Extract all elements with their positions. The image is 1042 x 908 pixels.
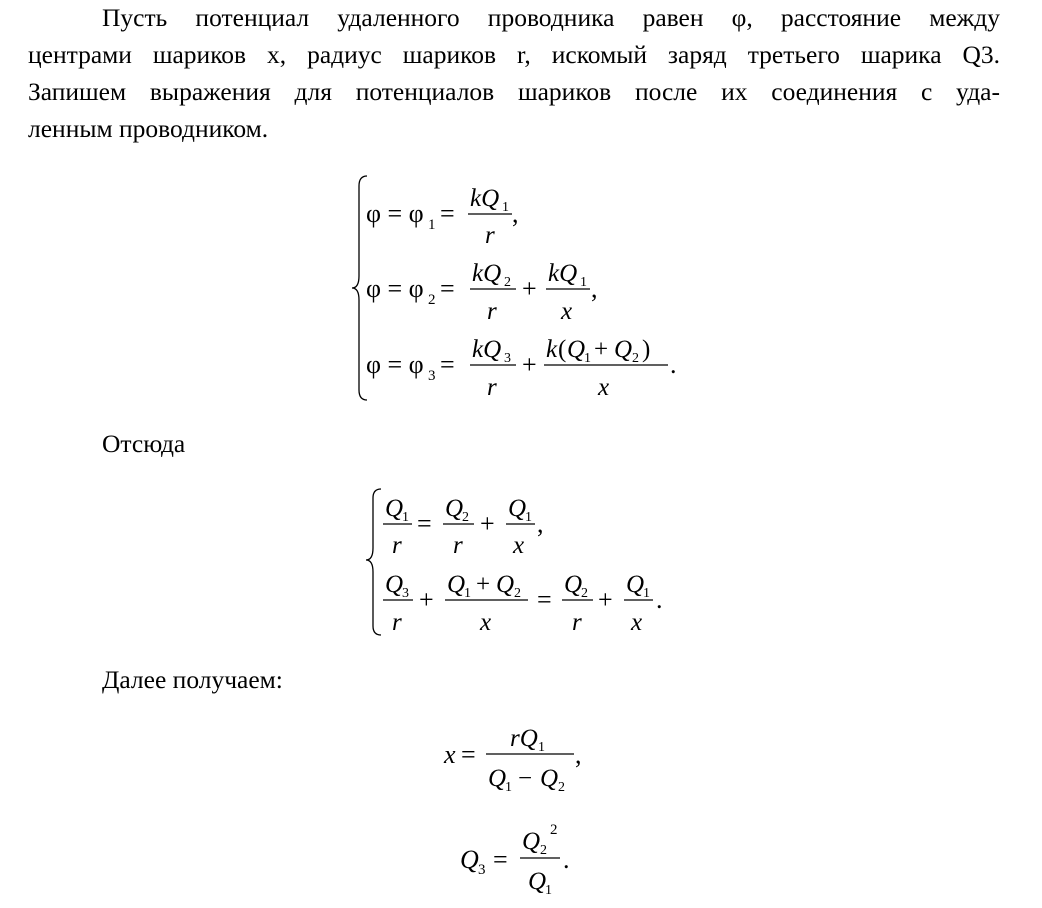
intro-line-1: Пусть потенциал удаленного проводника равен φ, расстояние между [102,3,1000,32]
svg-text:Q: Q [460,845,479,874]
svg-text:=: = [493,845,508,874]
svg-text:3: 3 [428,368,436,384]
svg-text:Q: Q [626,571,645,598]
svg-text:Q: Q [508,495,527,522]
svg-text:2: 2 [514,586,521,601]
svg-text:Q: Q [528,868,547,895]
svg-text:r: r [485,222,495,249]
svg-text:+: + [476,571,491,598]
intro-line-4: ленным проводником. [28,114,269,143]
svg-text:3: 3 [478,862,486,878]
svg-text:2: 2 [540,843,547,858]
svg-text:1: 1 [402,510,409,525]
svg-text:2: 2 [632,351,639,366]
intro-line-3: Запишем выражения для потенциалов шариков после их соединения с уда- [28,77,1000,106]
svg-text:Q: Q [496,571,515,598]
svg-text:1: 1 [502,200,509,215]
svg-text:1: 1 [584,351,591,366]
svg-text:Q: Q [567,336,586,363]
svg-text:2: 2 [428,292,436,308]
svg-text:kQ: kQ [548,260,578,287]
svg-text:rQ: rQ [510,725,538,752]
svg-text:Q: Q [522,828,541,855]
next-text: Далее получаем: [102,665,283,694]
svg-text:φ = φ: φ = φ [366,274,424,303]
svg-text:,: , [591,274,598,303]
svg-text:2: 2 [558,780,565,795]
svg-text:,: , [512,199,519,228]
svg-text:+: + [522,350,537,379]
svg-text:Q: Q [447,571,466,598]
svg-text:r: r [392,532,402,559]
svg-text:1: 1 [545,883,552,898]
svg-text:,: , [537,509,544,538]
svg-text:kQ: kQ [472,336,502,363]
svg-text:φ = φ: φ = φ [366,199,424,228]
svg-text:=: = [440,350,455,379]
svg-text:Q: Q [540,765,559,792]
svg-text:1: 1 [505,780,512,795]
svg-text:kQ: kQ [470,185,500,212]
intro-line-2: центрами шариков x, радиус шариков r, искомый заряд третьего шарика Q3. [28,40,1000,69]
svg-text:r: r [487,298,497,325]
svg-text:Q: Q [445,495,464,522]
svg-text:+: + [522,274,537,303]
svg-text:Q: Q [385,495,404,522]
svg-text:x: x [598,374,610,401]
svg-text:+: + [480,509,495,538]
svg-text:=: = [440,199,455,228]
svg-text:Q: Q [564,571,583,598]
svg-text:+: + [598,585,613,614]
svg-text:2: 2 [504,275,511,290]
svg-text:1: 1 [580,275,587,290]
svg-text:x: x [561,298,573,325]
svg-text:r: r [487,374,497,401]
svg-text:): ) [642,336,651,363]
svg-text:x: x [480,609,492,636]
svg-text:1: 1 [538,740,545,755]
svg-text:=: = [440,274,455,303]
svg-text:1: 1 [525,510,532,525]
svg-text:+: + [419,585,434,614]
x-formula [443,725,582,795]
svg-text:r: r [453,532,463,559]
q3-formula [460,822,570,898]
svg-text:k: k [546,336,558,363]
from-here-text: Отсюда [102,429,186,458]
svg-text:r: r [392,609,402,636]
svg-text:,: , [575,740,582,769]
svg-text:(: ( [558,336,567,363]
svg-text:Q: Q [614,336,633,363]
svg-text:1: 1 [643,586,650,601]
svg-text:3: 3 [402,586,409,601]
svg-text:φ = φ: φ = φ [366,350,424,379]
svg-text:kQ: kQ [472,260,502,287]
svg-text:x: x [513,532,525,559]
svg-text:Q: Q [385,571,404,598]
svg-text:2: 2 [581,586,588,601]
svg-text:.: . [656,585,663,614]
svg-text:−: − [518,765,533,792]
svg-text:1: 1 [464,586,471,601]
svg-text:x: x [444,740,456,769]
svg-text:Q: Q [488,765,507,792]
svg-text:.: . [670,350,677,379]
svg-text:=: = [417,509,432,538]
svg-text:=: = [537,585,552,614]
svg-text:x: x [631,609,643,636]
svg-text:2: 2 [550,822,558,838]
svg-text:r: r [572,609,582,636]
svg-text:+: + [594,336,609,363]
svg-text:3: 3 [504,351,511,366]
svg-text:2: 2 [462,510,469,525]
svg-text:.: . [563,845,570,874]
svg-text:1: 1 [428,217,436,233]
svg-text:=: = [461,740,476,769]
